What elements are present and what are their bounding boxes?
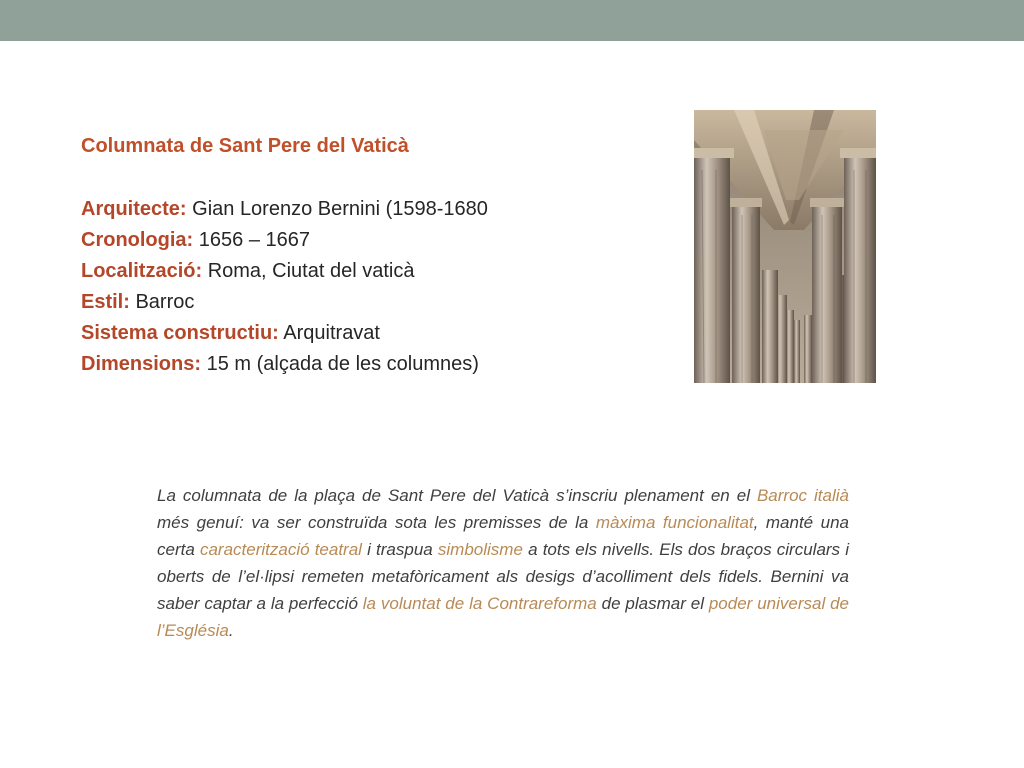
fact-chronology [81, 225, 488, 256]
fact-value: Gian Lorenzo Bernini (1598-1680 [186, 198, 488, 220]
facts-list [81, 194, 488, 380]
fact-location [81, 256, 488, 287]
slide-title: Columnata de Sant Pere del Vaticà [81, 135, 409, 157]
paragraph-text: més genuí: va ser construïda sota les premisses de la [157, 513, 596, 532]
fact-label: Localització: [81, 260, 203, 282]
fact-value: Barroc [129, 291, 195, 313]
highlighted-phrase: Barroc italià [756, 486, 849, 505]
colonnade-photo [694, 110, 876, 383]
paragraph-text: i traspua [361, 540, 438, 559]
paragraph-text: . [228, 621, 234, 640]
fact-label: Cronologia: [81, 229, 194, 251]
paragraph-text: de plasmar el [596, 594, 709, 613]
fact-label: Arquitecte: [81, 198, 187, 220]
paragraph-text: a tots els nivells. Els dos braços circulars i oberts de l’el·lipsi remeten metafòricament als desigs d’acolliment dels fidels. Bernini va saber captar a la perfecció [157, 540, 849, 613]
fact-architect [81, 194, 488, 225]
highlighted-phrase: caracterització teatral [199, 540, 362, 559]
highlighted-phrase: poder universal de l’Església [157, 594, 849, 640]
highlighted-phrase: màxima funcionalitat [595, 513, 754, 532]
fact-style [81, 287, 488, 318]
fact-label: Estil: [81, 291, 130, 313]
fact-value: 1656 – 1667 [193, 229, 310, 251]
fact-construction-system [81, 318, 488, 349]
fact-label: Sistema constructiu: [81, 322, 279, 344]
fact-dimensions [81, 349, 488, 380]
highlighted-phrase: la voluntat de la Contrareforma [362, 594, 597, 613]
header-band [0, 0, 1024, 41]
description-paragraph [157, 482, 849, 644]
fact-value: Roma, Ciutat del vaticà [202, 260, 415, 282]
fact-value: 15 m (alçada de les columnes) [201, 353, 479, 375]
paragraph-text: , manté una certa [157, 513, 849, 559]
paragraph-text: La columnata de la plaça de Sant Pere del Vaticà s’inscriu plenament en el [157, 486, 757, 505]
fact-value: Arquitravat [278, 322, 380, 344]
highlighted-phrase: simbolisme [437, 540, 523, 559]
fact-label: Dimensions: [81, 353, 202, 375]
